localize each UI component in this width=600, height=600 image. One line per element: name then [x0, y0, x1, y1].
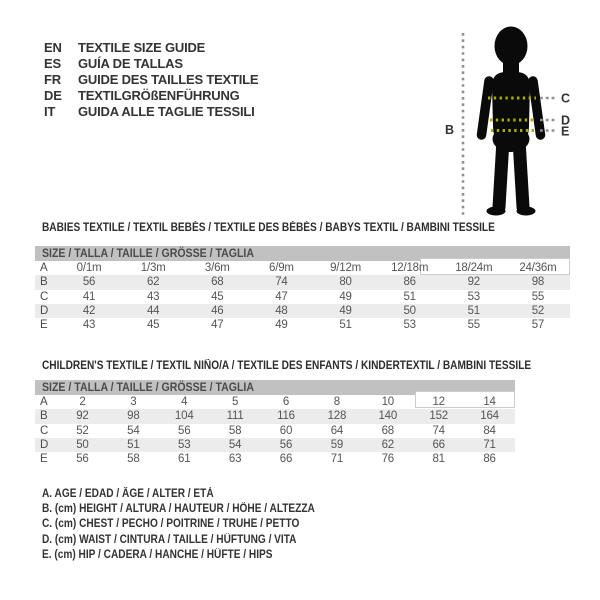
table-cell: 47 [211, 319, 224, 332]
table-cell: 61 [178, 453, 191, 466]
table-cell: 63 [228, 453, 242, 466]
table-cell: 46 [211, 305, 224, 318]
language-title: TEXTILE SIZE GUIDE [78, 40, 206, 56]
table-cell: 66 [279, 453, 293, 466]
table-cell: 14 [483, 396, 496, 409]
babies-table-rows [35, 261, 570, 332]
babies-section-title: BABIES TEXTILE / TEXTIL BEBÉS / TEXTILE DES BÉBÉS / BABYS TEXTIL / BAMBINI TESSILE [42, 222, 495, 234]
table-cell: 152 [429, 410, 448, 423]
language-row [44, 72, 258, 88]
table-cell: 98 [531, 276, 545, 289]
table-row [35, 304, 570, 318]
height-label: B [445, 123, 455, 137]
legend-item-age: A. AGE / EDAD / ÂGE / ALTER / ETÀ [42, 487, 214, 500]
table-cell: 49 [339, 305, 352, 318]
table-cell: 0/1m [76, 262, 102, 275]
table-cell: 12 [432, 396, 445, 409]
table-row [35, 452, 515, 466]
table-cell: 12/18m [391, 262, 429, 275]
table-row [35, 424, 515, 438]
table-cell: 47 [275, 290, 288, 303]
table-cell: 56 [82, 276, 96, 289]
table-cell: 6/9m [269, 262, 294, 275]
table-cell: 68 [381, 424, 394, 437]
table-cell: 66 [432, 439, 445, 452]
language-list [44, 40, 258, 119]
table-cell: 164 [480, 410, 499, 423]
table-cell: 60 [279, 424, 293, 437]
language-row [44, 40, 258, 56]
table-cell: 74 [432, 424, 445, 437]
table-cell: 80 [339, 276, 352, 289]
table-cell: 84 [483, 424, 496, 437]
row-label: D [40, 439, 49, 452]
table-cell: 2 [79, 396, 86, 409]
table-cell: 53 [403, 319, 416, 332]
table-cell: 64 [330, 424, 344, 437]
table-cell: 140 [378, 410, 398, 423]
table-cell: 51 [403, 290, 416, 303]
row-label: D [40, 305, 49, 318]
table-cell: 51 [339, 319, 352, 332]
table-cell: 57 [531, 319, 545, 332]
hip-label: E [561, 124, 570, 139]
table-cell: 44 [146, 305, 160, 318]
table-cell: 116 [277, 410, 295, 423]
language-code: IT [44, 103, 56, 119]
table-row [35, 438, 515, 452]
table-cell: 6 [282, 396, 290, 409]
table-cell: 62 [381, 439, 394, 452]
language-title: GUIDE DES TAILLES TEXTILE [78, 71, 259, 87]
row-label: E [40, 453, 48, 466]
table-cell: 50 [403, 305, 416, 318]
table-cell: 24/36m [519, 262, 557, 275]
language-row [44, 103, 258, 119]
table-row [35, 318, 570, 332]
language-title: TEXTILGRÖßENFÜHRUNG [78, 87, 240, 103]
table-cell: 48 [275, 305, 288, 318]
table-cell: 50 [76, 439, 89, 452]
language-title: GUÍA DE TALLAS [78, 56, 183, 72]
table-cell: 128 [327, 410, 347, 423]
table-cell: 58 [228, 424, 242, 437]
size-header-label: SIZE / TALLA / TAILLE / GRÖSSE / TAGLIA [42, 380, 254, 394]
language-row [44, 87, 258, 103]
size-header-label: SIZE / TALLA / TAILLE / GRÖSSE / TAGLIA [42, 246, 254, 260]
table-cell: 104 [174, 410, 194, 423]
table-row [35, 275, 570, 289]
measurement-legend [42, 486, 352, 563]
table-cell: 86 [403, 276, 416, 289]
row-label: E [40, 319, 48, 332]
table-cell: 111 [226, 410, 244, 423]
table-cell: 49 [339, 290, 352, 303]
table-cell: 59 [330, 439, 344, 452]
row-label: A [40, 396, 48, 409]
table-cell: 76 [381, 453, 394, 466]
legend-item-hip: E. (cm) HIP / CADERA / HANCHE / HÜFTE / HIPS [42, 549, 273, 562]
babies-size-table [35, 246, 570, 332]
table-cell: 43 [82, 319, 96, 332]
table-row [35, 395, 515, 409]
legend-item-waist: D. (cm) WAIST / CINTURA / TAILLE / HÜFTUNG / VITA [42, 533, 297, 546]
table-cell: 8 [333, 396, 340, 409]
language-title: GUIDA ALLE TAGLIE TESSILI [78, 103, 255, 119]
table-cell: 41 [82, 290, 96, 303]
table-cell: 5 [232, 396, 239, 409]
table-cell: 18/24m [455, 262, 493, 275]
table-cell: 52 [76, 424, 89, 437]
table-cell: 55 [467, 319, 481, 332]
table-cell: 56 [76, 453, 89, 466]
waist-label: D [561, 113, 571, 128]
table-cell: 56 [178, 424, 191, 437]
child-measurement-figure [432, 8, 597, 223]
table-cell: 54 [228, 439, 242, 452]
table-cell: 45 [211, 290, 224, 303]
table-cell: 98 [127, 410, 140, 423]
legend-item-chest: C. (cm) CHEST / PECHO / POITRINE / TRUHE / PETTO [42, 518, 300, 531]
table-cell: 10 [381, 396, 394, 409]
row-label: B [40, 276, 48, 289]
table-cell: 1/3m [140, 262, 166, 275]
table-cell: 52 [531, 305, 545, 318]
language-code: EN [44, 40, 62, 56]
table-cell: 55 [531, 290, 545, 303]
table-cell: 9/12m [330, 262, 362, 275]
row-label: C [40, 290, 49, 303]
children-table-rows [35, 395, 515, 466]
table-row [35, 409, 515, 423]
table-cell: 53 [178, 439, 191, 452]
table-cell: 58 [127, 453, 140, 466]
table-cell: 71 [330, 453, 344, 466]
table-cell: 86 [483, 453, 496, 466]
table-cell: 62 [146, 276, 160, 289]
chest-label: C [561, 91, 571, 106]
table-cell: 81 [432, 453, 445, 466]
table-cell: 49 [275, 319, 288, 332]
table-cell: 56 [279, 439, 293, 452]
table-cell: 68 [211, 276, 224, 289]
language-code: DE [44, 87, 62, 103]
table-cell: 42 [82, 305, 96, 318]
table-cell: 53 [467, 290, 481, 303]
table-cell: 51 [467, 305, 481, 318]
table-cell: 3/6m [204, 262, 230, 275]
table-cell: 43 [146, 290, 160, 303]
table-cell: 92 [467, 276, 481, 289]
table-row [35, 261, 570, 275]
children-size-table [35, 380, 515, 466]
row-label: C [40, 424, 49, 437]
children-section-title: CHILDREN'S TEXTILE / TEXTIL NIÑO/A / TEXTILE DES ENFANTS / KINDERTEXTIL / BAMBINI TESSILE [42, 360, 532, 372]
table-cell: 45 [146, 319, 160, 332]
row-label: A [40, 262, 48, 275]
language-code: FR [44, 71, 61, 87]
table-cell: 51 [127, 439, 140, 452]
table-cell: 71 [483, 439, 496, 452]
table-cell: 92 [76, 410, 89, 423]
language-code: ES [44, 56, 61, 72]
table-row [35, 290, 570, 304]
table-cell: 4 [181, 396, 188, 409]
table-cell: 3 [130, 396, 137, 409]
table-cell: 54 [127, 424, 140, 437]
table-cell: 74 [275, 276, 288, 289]
language-row [44, 56, 258, 72]
row-label: B [40, 410, 48, 423]
legend-item-height: B. (cm) HEIGHT / ALTURA / HAUTEUR / HÖHE / ALTEZZA [42, 503, 315, 516]
